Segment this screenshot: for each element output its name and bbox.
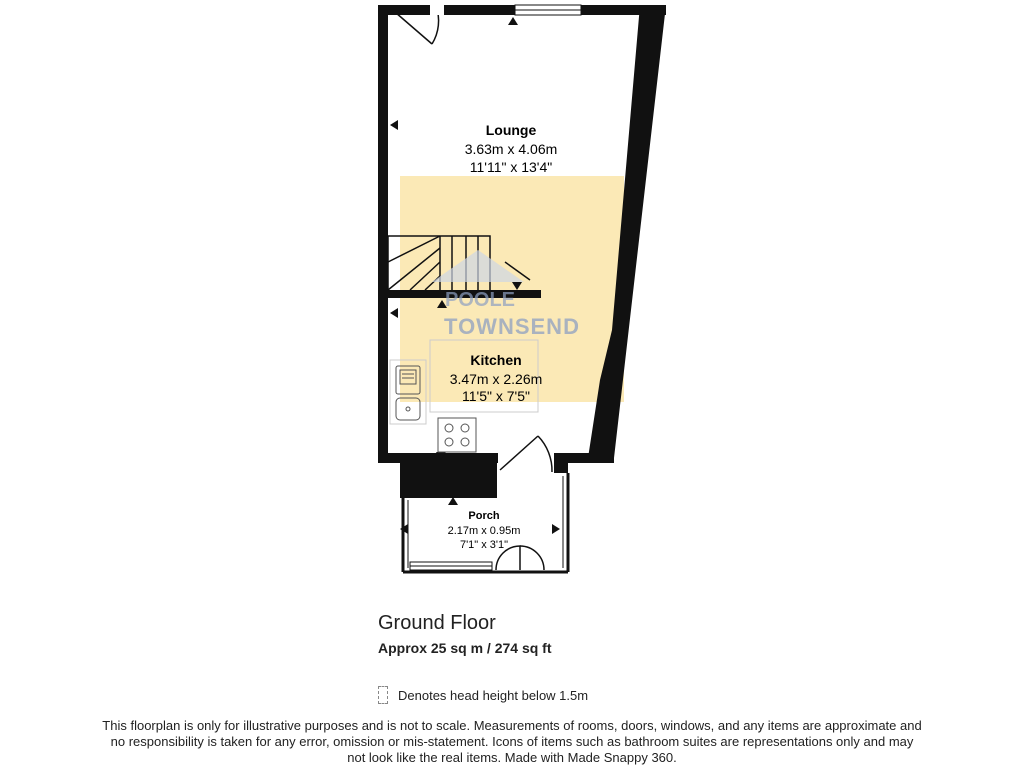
kitchen-metric: 3.47m x 2.26m — [449, 371, 543, 387]
watermark-line2: TOWNSEND — [444, 314, 580, 339]
front-door — [500, 436, 552, 472]
lounge-metric: 3.63m x 4.06m — [464, 141, 558, 157]
lounge-window — [515, 5, 581, 15]
porch-label — [448, 510, 521, 551]
floor-area: Approx 25 sq m / 274 sq ft — [378, 640, 552, 656]
lounge-label — [465, 122, 558, 175]
hob-icon — [438, 418, 476, 452]
kitchen-imperial: 11'5" x 7'5" — [462, 388, 530, 404]
legend — [378, 686, 588, 704]
porch-metric: 2.17m x 0.95m — [447, 525, 521, 537]
floor-title: Ground Floor — [378, 612, 496, 634]
kitchen-name: Kitchen — [470, 352, 522, 368]
watermark-line1: POOLE — [444, 289, 516, 311]
porch-imperial: 7'1" x 3'1" — [459, 539, 509, 551]
lounge-name: Lounge — [485, 122, 537, 138]
legend-text: Denotes head height below 1.5m — [398, 687, 589, 703]
head-height-swatch-icon — [378, 686, 388, 704]
porch-name: Porch — [468, 510, 500, 522]
lounge-imperial: 11'11" x 13'4" — [469, 159, 553, 175]
disclaimer: This floorplan is only for illustrative purposes and is not to scale. Measurements of rooms, doors, windows, and any items are approximate and no responsibility is taken for any error, omission or mis-statement. Icons of items such as bathroom suites are representations only and may not look like the real items. Made with Made Snappy 360. — [102, 718, 922, 765]
